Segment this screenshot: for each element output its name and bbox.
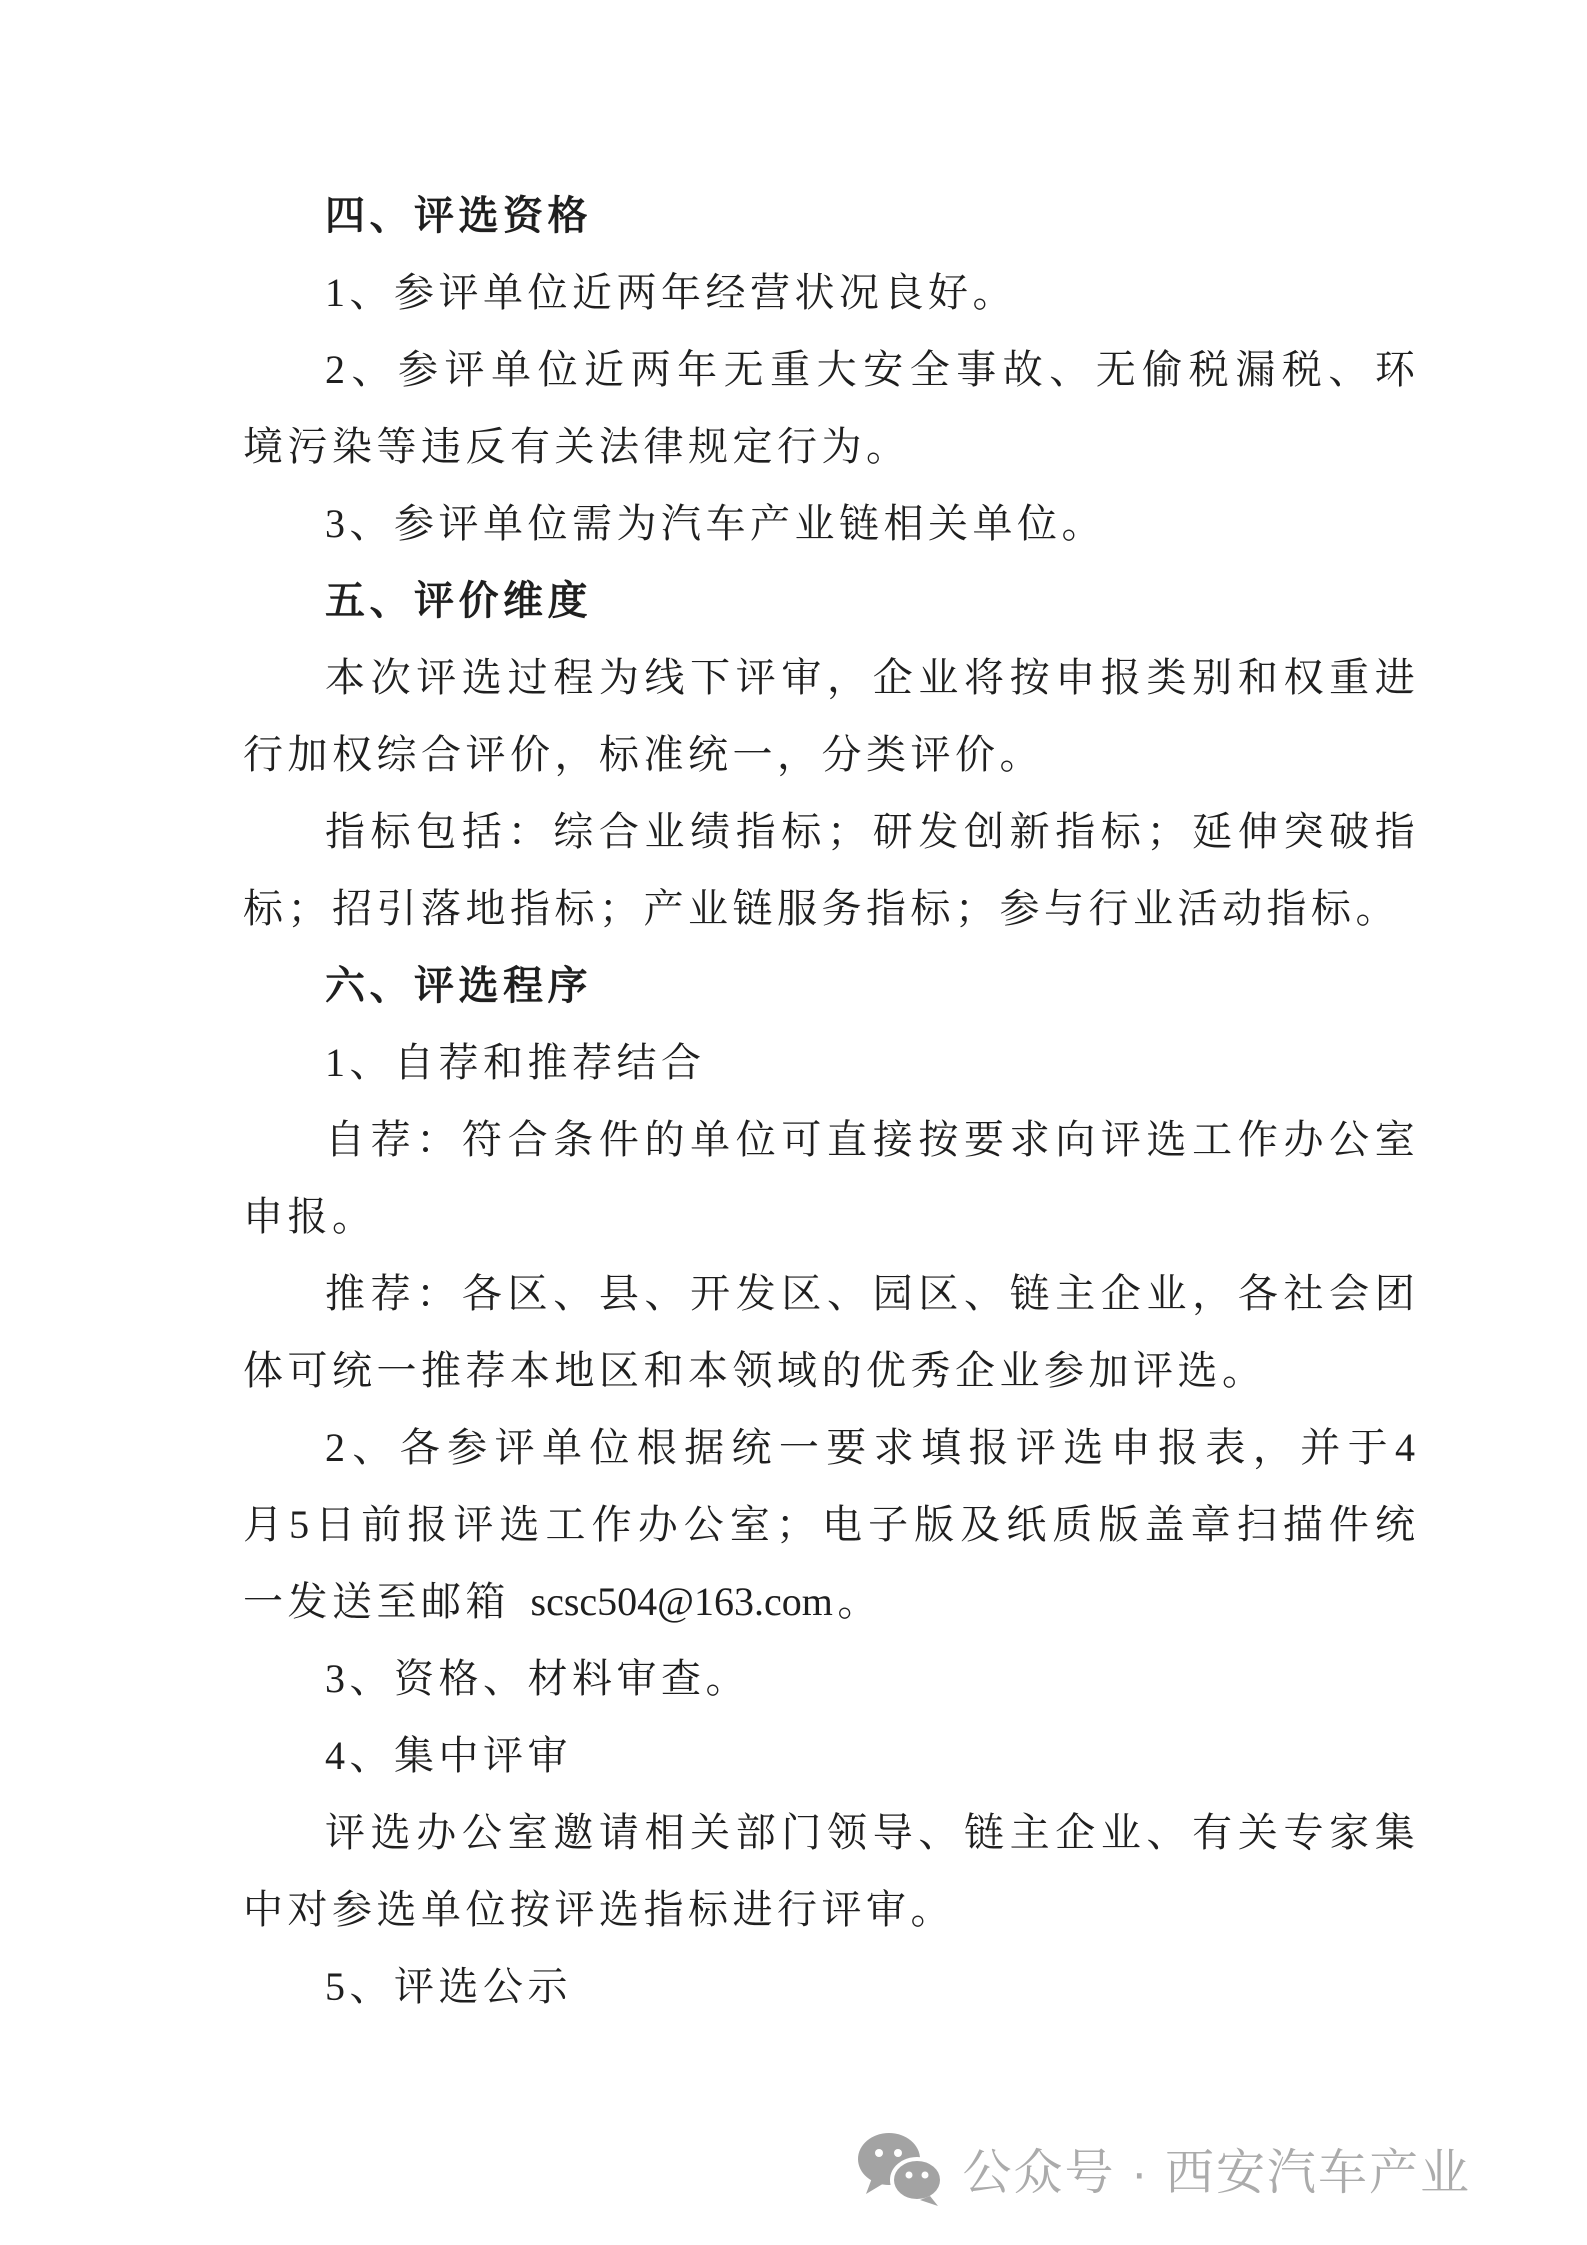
text-line: 境 污 染 等 违 反 有 关 法 律 规 定 行 为 。 [243,424,906,469]
text-line: 本 次 评 选 过 程 为 线 下 评 审 ， 企 业 将 按 申 报 类 别 和 权 重 进 [325,655,1415,700]
text-line: 申 报 。 [243,1194,372,1239]
text-line: 推 荐 ： 各 区 、 县 、 开 发 区 、 园 区 、 链 主 企 业 ， 各 社 会 团 [325,1271,1415,1316]
text-line: 指 标 包 括 ： 综 合 业 绩 指 标 ； 研 发 创 新 指 标 ； 延 伸 突 破 指 [325,809,1415,854]
text-line: 1 、 自 荐 和 推 荐 结 合 [325,1040,701,1085]
text-line: 1 、 参 评 单 位 近 两 年 经 营 状 况 良 好 。 [325,270,1013,315]
section-heading-line: 四 、 评 选 资 格 [325,193,588,238]
text-line: 3 、 参 评 单 位 需 为 汽 车 产 业 链 相 关 单 位 。 [325,501,1102,546]
text-line: 3 、 资 格 、 材 料 审 查 。 [325,1656,746,1701]
text-line: 月 5 日 前 报 评 选 工 作 办 公 室 ； 电 子 版 及 纸 质 版 盖 章 扫 描 件 统 [243,1502,1415,1547]
text-line: 中 对 参 选 单 位 按 评 选 指 标 进 行 评 审 。 [243,1887,951,1932]
section-heading-line: 五 、 评 价 维 度 [325,578,588,623]
text-line: 标 ； 招 引 落 地 指 标 ； 产 业 链 服 务 指 标 ； 参 与 行 业 活 动 指 标 。 [243,886,1396,931]
wechat-icon [856,2132,944,2206]
document-body [243,177,1415,2025]
text-line: 5 、 评 选 公 示 [325,1964,568,2009]
text-line: 4 、 集 中 评 审 [325,1733,568,1778]
text-line: 评 选 办 公 室 邀 请 相 关 部 门 领 导 、 链 主 企 业 、 有 关 专 家 集 [325,1810,1415,1855]
watermark-footer [856,2132,1471,2206]
text-line: 一 发 送 至 邮 箱 scsc504@163.com 。 [243,1579,878,1624]
text-line: 体 可 统 一 推 荐 本 地 区 和 本 领 域 的 优 秀 企 业 参 加 评 选 。 [243,1348,1262,1393]
watermark-label: 公众号 · 西安汽车产业 [962,2146,1471,2200]
text-line: 行 加 权 综 合 评 价 ， 标 准 统 一 ， 分 类 评 价 。 [243,732,1040,777]
text-line: 自 荐 ： 符 合 条 件 的 单 位 可 直 接 按 要 求 向 评 选 工 作 办 公 室 [325,1117,1415,1162]
section-heading-line: 六 、 评 选 程 序 [325,963,588,1008]
text-line: 2 、 各 参 评 单 位 根 据 统 一 要 求 填 报 评 选 申 报 表 ， 并 于 4 [325,1425,1415,1470]
text-line: 2 、 参 评 单 位 近 两 年 无 重 大 安 全 事 故 、 无 偷 税 漏 税 、 环 [325,347,1415,392]
